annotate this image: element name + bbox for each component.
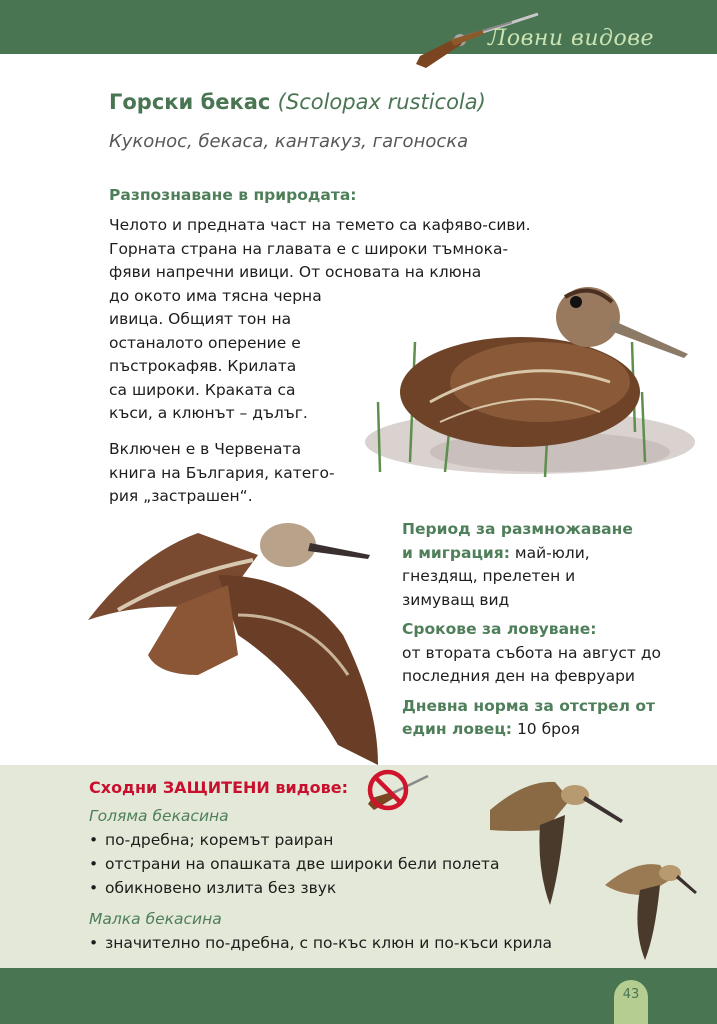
- hunting-period-value: от втората събота на август до: [402, 643, 662, 662]
- protected-species-heading: Сходни ЗАЩИТЕНИ видове:: [89, 778, 348, 797]
- daily-quota-label: един ловец:: [402, 720, 513, 738]
- protected-species-features: [89, 828, 500, 900]
- hunting-period-block: [402, 618, 712, 689]
- feature-item: • отстрани на опашката две широки бели полета: [89, 852, 500, 876]
- daily-quota-label: Дневна норма за отстрел от: [402, 696, 656, 715]
- recognition-line: фяви напречни ивици. От основата на клюна: [109, 263, 482, 281]
- feature-item: • значително по-дребна, с по-къс клюн и по-къси крила: [89, 931, 552, 955]
- recognition-line: ивица. Общият тон на: [109, 310, 292, 328]
- recognition-line: до окото има тясна черна: [109, 286, 322, 305]
- species-name: Горски бекас: [109, 90, 271, 114]
- daily-quota-value: 10 броя: [512, 720, 580, 738]
- woodcock-flying-illustration: [78, 515, 388, 765]
- page-number: 43: [614, 980, 648, 1024]
- woodcock-sitting-illustration: [350, 272, 695, 487]
- species-info-column: [402, 518, 712, 748]
- feature-item: • обикновено излита без звук: [89, 876, 500, 900]
- recognition-line: са широки. Краката са: [109, 380, 296, 399]
- species-title: [109, 90, 486, 114]
- breeding-label: Период за размножаване: [402, 520, 633, 538]
- protected-species-features: [89, 931, 552, 955]
- recognition-line: къси, а клюнът – дълъг.: [109, 404, 308, 422]
- section-label: Ловни видове: [488, 26, 655, 51]
- red-book-line: Включен е в Червената: [109, 440, 302, 458]
- recognition-line: пъстрокафяв. Крилата: [109, 357, 297, 375]
- feature-item: • по-дребна; коремът раиран: [89, 828, 500, 852]
- recognition-line: останалото оперение е: [109, 333, 301, 352]
- red-book-line: рия „застрашен“.: [109, 487, 253, 505]
- daily-quota-block: [402, 695, 712, 742]
- protected-species-name: Малка бекасина: [89, 910, 222, 928]
- snipe-flying-illustrations: [485, 770, 715, 965]
- red-book-line: книга на България, катего-: [109, 463, 335, 482]
- recognition-line: Челото и предната част на темето са кафяво-сиви.: [109, 216, 531, 234]
- hunting-period-label: Срокове за ловуване:: [402, 620, 597, 638]
- recognition-line: Горната страна на главата е с широки тъмнока-: [109, 239, 509, 258]
- breeding-value: зимуващ вид: [402, 590, 510, 609]
- no-hunting-icon: [366, 768, 432, 812]
- breeding-value: май-юли,: [509, 543, 590, 562]
- breeding-label: и миграция:: [402, 543, 510, 562]
- red-book-note: [109, 438, 335, 509]
- footer-band: [0, 968, 717, 1024]
- hunting-period-value: последния ден на февруари: [402, 667, 635, 685]
- species-local-names: Куконос, бекаса, кантакуз, гагоноска: [109, 131, 469, 152]
- breeding-value: гнездящ, прелетен и: [402, 567, 576, 585]
- protected-species-name: Голяма бекасина: [89, 807, 229, 825]
- breeding-block: [402, 518, 712, 612]
- species-latin-name: (Scolopax rusticola): [277, 90, 486, 114]
- recognition-heading: Разпознаване в природата:: [109, 186, 357, 204]
